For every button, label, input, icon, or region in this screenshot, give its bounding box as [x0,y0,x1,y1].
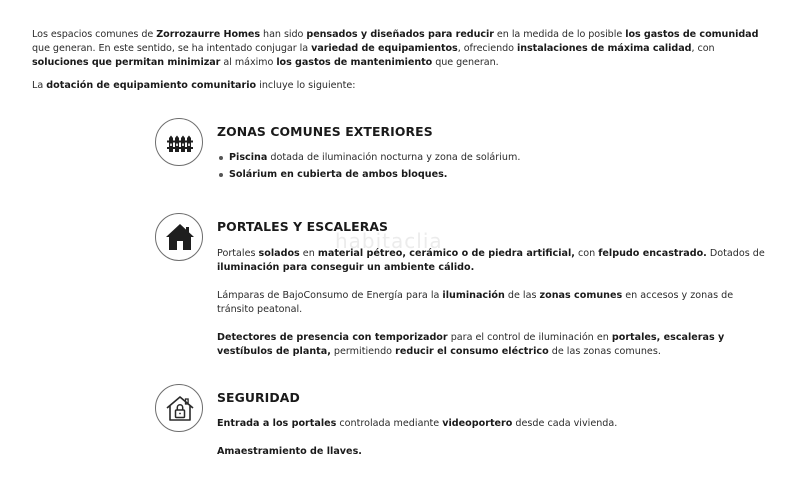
intro-equipment-line [32,79,772,93]
text: desde cada vivienda. [512,418,618,429]
intro-paragraph [32,28,772,71]
house-icon [155,213,203,261]
intro-text: que generan. [432,57,499,69]
bold-text: reducir el consumo eléctrico [395,346,549,357]
watermark: habitaclia [335,229,443,253]
text: Portales [217,248,259,259]
intro-bold-brand: Zorrozaurre Homes [156,29,261,40]
intro-text: han sido [260,29,307,40]
text: de las [504,290,540,301]
secure-house-lock-icon [155,384,203,432]
paragraph [217,247,773,275]
bold-text: felpudo encastrado. [598,248,707,259]
section-body [217,247,773,373]
fence-icon [155,118,203,166]
text: controlada mediante [336,418,443,429]
text: en [299,248,318,259]
intro-bold: instalaciones de máxima calidad [517,43,692,55]
intro-bold: pensados y diseñados para reducir [306,29,494,40]
section-body [217,151,773,185]
paragraph [217,331,773,359]
intro-text: al máximo [220,57,277,69]
list-item [217,151,773,165]
text: en accesos y zonas de tránsito peatonal. [217,290,734,315]
text: para el control de iluminación en [447,332,612,343]
intro-bold: dotación de equipamiento comunitario [46,80,257,91]
bold-text: solados [258,248,300,259]
paragraph [217,289,773,317]
bold-text: videoportero [442,418,513,429]
intro-text: que generan. En este sentido, se ha intentado conjugar la [32,43,312,55]
intro-bold: los gastos de comunidad [625,29,759,40]
section-body [217,417,773,473]
bold-text: iluminación para conseguir un ambiente cálido. [217,262,475,273]
bold-text: iluminación [442,290,505,301]
intro-text: , ofreciendo [457,43,517,55]
paragraph [217,417,773,431]
text: Lámparas de BajoConsumo de Energía para la [217,290,443,301]
intro-bold: los gastos de mantenimiento [276,57,433,69]
intro-text: , con [691,43,715,55]
section-title: ZONAS COMUNES EXTERIORES [217,124,433,139]
intro-text: La [32,80,47,91]
list-item [217,168,773,182]
text: de las zonas comunes. [548,346,661,357]
section-title: PORTALES Y ESCALERAS [217,219,389,234]
bullet-bold: Piscina [229,152,268,163]
paragraph [217,445,773,459]
text: con [574,248,599,259]
text: permitiendo [330,346,396,357]
intro-text: en la medida de lo posible [493,29,626,40]
intro-bold: variedad de equipamientos [311,43,458,55]
intro-text: incluye lo siguiente: [256,80,356,91]
bold-text: Entrada a los portales [217,418,337,429]
bullet-list [217,151,773,182]
text: Dotados de [706,248,765,259]
bullet-bold: Solárium en cubierta de ambos bloques. [229,169,448,180]
bullet-text: dotada de iluminación nocturna y zona de solárium. [267,152,521,163]
intro-bold: soluciones que permitan minimizar [32,57,221,69]
intro-text: Los espacios comunes de [32,29,157,40]
section-title: SEGURIDAD [217,390,300,405]
bold-text: Amaestramiento de llaves. [217,446,362,457]
bold-text: portales, escaleras y vestíbulos de planta, [217,332,725,357]
bold-text: zonas comunes [539,290,623,301]
bold-text: Detectores de presencia con temporizador [217,332,448,343]
bold-text: material pétreo, cerámico o de piedra artificial, [317,248,575,259]
